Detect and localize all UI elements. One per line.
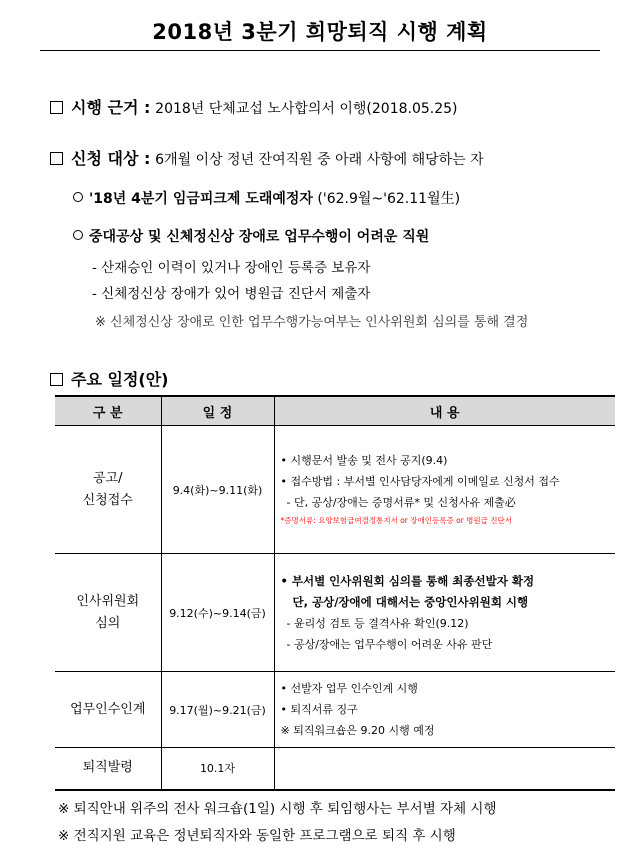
schedule-table bbox=[55, 395, 615, 791]
table-row bbox=[55, 672, 615, 748]
row-content bbox=[274, 426, 615, 554]
title-underline bbox=[40, 50, 600, 51]
table-row bbox=[55, 426, 615, 554]
content-line: • 퇴직서류 징구 bbox=[280, 703, 358, 716]
row-category bbox=[55, 554, 161, 672]
target-detail: - 산재승인 이력이 있거나 장애인 등록증 보유자 bbox=[92, 260, 371, 276]
target-option-1 bbox=[73, 188, 460, 208]
content-line: • 시행문서 발송 및 전사 공지(9.4) bbox=[280, 454, 448, 467]
target-value: 6개월 이상 정년 잔여직원 중 아래 사항에 해당하는 자 bbox=[155, 152, 484, 168]
section-basis bbox=[50, 95, 458, 118]
row-category bbox=[55, 672, 161, 748]
row-content bbox=[274, 672, 615, 748]
page-title: 2018년 3분기 희망퇴직 시행 계획 bbox=[152, 20, 488, 44]
basis-value: 2018년 단체교섭 노사합의서 이행(2018.05.25) bbox=[155, 101, 458, 117]
table-header-row bbox=[55, 396, 615, 426]
square-bullet-icon bbox=[50, 101, 63, 114]
option1-rest: ('62.9월~'62.11월生) bbox=[312, 191, 461, 207]
row-content bbox=[274, 748, 615, 790]
content-line: ※ 퇴직워크숍은 9.20 시행 예정 bbox=[280, 724, 435, 737]
header-date: 일 정 bbox=[161, 396, 274, 426]
row-date: 9.4(화)~9.11(화) bbox=[161, 426, 274, 554]
target-label: 신청 대상 : bbox=[71, 149, 151, 168]
target-note: ※ 신체정신상 장애로 인한 업무수행가능여부는 인사위원회 심의를 통해 결정 bbox=[95, 315, 529, 330]
content-line: - 윤리성 검토 등 결격사유 확인(9.12) bbox=[286, 616, 469, 630]
square-bullet-icon bbox=[50, 152, 63, 165]
content-line-bold: • 부서별 인사위원회 심의를 통해 최종선발자 확정 bbox=[280, 573, 535, 588]
circle-bullet-icon bbox=[73, 192, 83, 202]
option2-text: 중대공상 및 신체정신상 장애로 업무수행이 어려운 직원 bbox=[89, 229, 430, 245]
header-content: 내 용 bbox=[274, 396, 615, 426]
row-date: 9.17(월)~9.21(금) bbox=[161, 672, 274, 748]
section-target bbox=[50, 146, 484, 169]
header-category: 구 분 bbox=[55, 396, 161, 426]
table-row bbox=[55, 554, 615, 672]
content-red-note: *증명서류: 요양보험급여결정통지서 or 장애인등록증 or 병원급 진단서 bbox=[280, 516, 513, 525]
row-content bbox=[274, 554, 615, 672]
content-line: - 단, 공상/장애는 증명서류* 및 신청사유 제출必 bbox=[286, 496, 516, 509]
square-bullet-icon bbox=[50, 373, 63, 386]
category-line: 인사위원회 bbox=[76, 593, 140, 609]
target-detail: - 신체정신상 장애가 있어 병원급 진단서 제출자 bbox=[92, 286, 371, 302]
content-line-bold: 단, 공상/장애에 대해서는 중앙인사위원회 시행 bbox=[292, 594, 529, 609]
content-line: - 공상/장애는 업무수행이 어려운 사유 판단 bbox=[286, 637, 493, 651]
table-row bbox=[55, 748, 615, 790]
target-option-2 bbox=[73, 226, 429, 246]
row-category bbox=[55, 426, 161, 554]
option1-bold: '18년 4분기 임금피크제 도래예정자 bbox=[89, 191, 313, 207]
section-schedule bbox=[50, 367, 168, 390]
content-line: • 선발자 업무 인수인계 시행 bbox=[280, 682, 418, 695]
content-line: • 접수방법 : 부서별 인사담당자에게 이메일로 신청서 접수 bbox=[280, 475, 560, 488]
basis-label: 시행 근거 : bbox=[71, 98, 151, 117]
category-line: 공고/ bbox=[93, 470, 123, 486]
circle-bullet-icon bbox=[73, 230, 83, 240]
category-line: 심의 bbox=[95, 615, 121, 631]
schedule-label: 주요 일정(안) bbox=[71, 370, 169, 389]
footnote: ※ 전직지원 교육은 정년퇴직자와 동일한 프로그램으로 퇴직 후 시행 bbox=[58, 828, 456, 844]
footnote: ※ 퇴직안내 위주의 전사 워크숍(1일) 시행 후 퇴임행사는 부서별 자체 시행 bbox=[58, 801, 497, 817]
row-date: 10.1자 bbox=[161, 748, 274, 790]
row-date: 9.12(수)~9.14(금) bbox=[161, 554, 274, 672]
category-line: 퇴직발령 bbox=[82, 760, 133, 776]
row-category bbox=[55, 748, 161, 790]
category-line: 업무인수인계 bbox=[70, 701, 146, 717]
category-line: 신청접수 bbox=[82, 492, 133, 508]
